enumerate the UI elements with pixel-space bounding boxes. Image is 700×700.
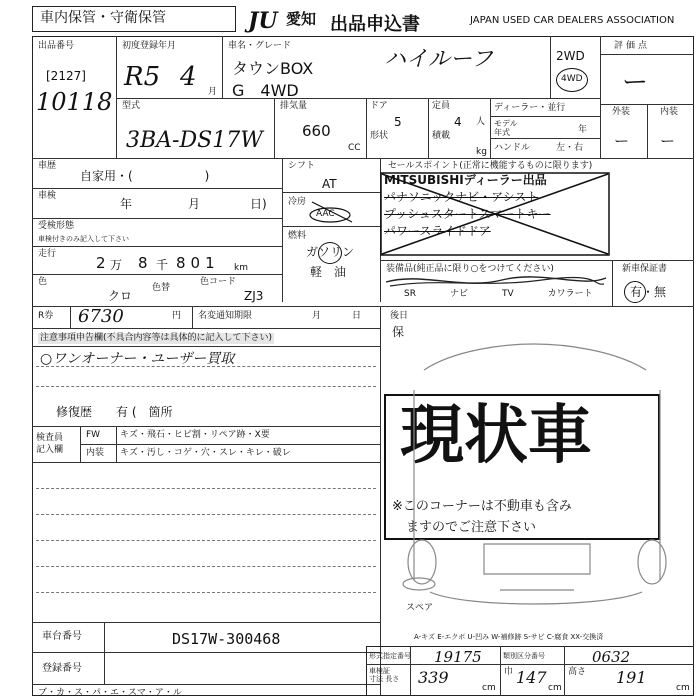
acceptance-label: 受検形態 bbox=[38, 221, 75, 231]
div bbox=[428, 98, 429, 158]
lot-label: 出品番号 bbox=[38, 41, 75, 51]
div bbox=[32, 274, 282, 275]
length-label: 車検証 寸法 長さ bbox=[369, 667, 400, 683]
inspector-fw: FW bbox=[86, 430, 101, 440]
div bbox=[380, 260, 694, 261]
div bbox=[32, 622, 380, 623]
score-int-label: 内装 bbox=[660, 107, 679, 117]
displacement-label: 排気量 bbox=[280, 101, 308, 111]
plate-label: 登録番号 bbox=[42, 663, 82, 674]
handle-label: ハンドル bbox=[494, 143, 531, 153]
selling-item: プッシュスタートスマートキー bbox=[384, 207, 551, 221]
div bbox=[36, 566, 376, 567]
div bbox=[366, 98, 367, 158]
notes-repair: 修復歴 有 ( 箇所 bbox=[56, 405, 173, 419]
selling-item: パナソニックナビ・アシスト bbox=[384, 190, 539, 204]
score-ext-label: 外装 bbox=[612, 107, 631, 117]
div bbox=[647, 104, 648, 158]
drive-2wd: 2WD bbox=[556, 49, 585, 63]
drive-4wd: 4WD bbox=[561, 74, 583, 84]
div bbox=[366, 664, 694, 665]
registration-month-unit: 月 bbox=[208, 87, 218, 97]
notes-label: 注意事項申告欄(不具合内容等は具体的に記入して下さい) bbox=[40, 333, 273, 343]
class-no-label: 類別区分番号 bbox=[503, 652, 545, 660]
registration-label: 初度登録年月 bbox=[122, 41, 177, 51]
div bbox=[282, 192, 380, 193]
div bbox=[550, 36, 551, 98]
mileage-man: 2 bbox=[96, 254, 106, 272]
type-no-label: 形式指定番号 bbox=[369, 652, 411, 660]
ac-value: AAC bbox=[316, 209, 335, 219]
div bbox=[116, 98, 600, 99]
history-label: 車歴 bbox=[38, 161, 57, 171]
r-ticket-unit: 円 bbox=[172, 311, 182, 321]
car-label: 車名・グレード bbox=[228, 41, 292, 51]
selling-item: パワースライドドア bbox=[384, 224, 491, 238]
mileage-sen-unit: 千 bbox=[156, 258, 169, 272]
genjo-note2: ますのでご注意下さい bbox=[406, 520, 537, 535]
spare-label: スペア bbox=[406, 603, 434, 613]
bottom-row: ブ・カ・ス・パ・エ・スマ・ア・ル bbox=[38, 688, 182, 698]
genjo-title: 現状車 bbox=[400, 398, 592, 473]
color-label: 色 bbox=[38, 277, 48, 287]
mileage-man-unit: 万 bbox=[110, 258, 123, 272]
mileage-unit: km bbox=[234, 263, 248, 273]
inspection-month-unit: 月 bbox=[188, 197, 201, 211]
div bbox=[32, 246, 282, 247]
fuel-gas-circle bbox=[318, 242, 342, 264]
div bbox=[490, 98, 491, 158]
dealer-year-unit: 年 bbox=[578, 125, 588, 135]
doors-label: ドア bbox=[370, 101, 388, 111]
div bbox=[36, 592, 376, 593]
div bbox=[32, 328, 380, 329]
class-no: 0632 bbox=[592, 648, 631, 666]
fuel-label: 燃料 bbox=[288, 231, 307, 241]
dealer-model-label: モデル 年式 bbox=[494, 119, 518, 137]
capacity-value: 4 bbox=[454, 115, 462, 129]
ac-circle-mark bbox=[300, 198, 360, 224]
div bbox=[104, 622, 105, 684]
div bbox=[36, 386, 376, 387]
chassis-value: DS17W-300468 bbox=[172, 630, 281, 648]
inspector-fw-text: キズ・飛石・ヒビ割・リペア跡・X要 bbox=[120, 430, 270, 440]
length-unit: cm bbox=[482, 683, 496, 693]
div bbox=[222, 36, 223, 98]
width-label: 巾 bbox=[504, 667, 514, 677]
width-unit: cm bbox=[548, 683, 562, 693]
model-label: 型式 bbox=[122, 101, 141, 111]
selling-label: セールスポイント(正常に機能するものに限ります) bbox=[388, 161, 593, 171]
equipment-item: ナビ bbox=[449, 289, 468, 299]
div bbox=[80, 444, 380, 445]
displacement-value: 660 bbox=[302, 122, 331, 140]
div bbox=[32, 158, 694, 159]
equipment-label: 装備品(純正品に限り○をつけてください) bbox=[386, 264, 554, 274]
score-label: 評価点 bbox=[614, 41, 651, 51]
registration-era: R5 bbox=[124, 62, 161, 92]
color-change: 色替 bbox=[152, 283, 171, 293]
ju-logo: JU bbox=[248, 8, 278, 34]
div bbox=[80, 426, 81, 462]
div bbox=[32, 218, 282, 219]
lot-code: [2127] bbox=[46, 69, 86, 83]
shape-label: 形状 bbox=[370, 131, 389, 141]
doors-value: 5 bbox=[394, 115, 402, 129]
inspector-label: 検査員 記入欄 bbox=[36, 433, 64, 455]
mileage-rest: 801 bbox=[176, 254, 220, 272]
score-ext-value: ー bbox=[614, 132, 630, 150]
car-note: ハイルーフ bbox=[384, 47, 493, 72]
height-label: 高さ bbox=[568, 667, 587, 677]
div bbox=[282, 226, 380, 227]
div bbox=[490, 116, 600, 117]
color-code-label: 色コード bbox=[200, 277, 237, 287]
chassis-label: 車台番号 bbox=[42, 631, 82, 642]
div bbox=[600, 54, 694, 55]
inspection-year-unit: 年 bbox=[120, 197, 133, 211]
div bbox=[282, 158, 283, 302]
ju-aichi: 愛知 bbox=[286, 10, 317, 28]
div bbox=[116, 426, 117, 462]
manual-circle bbox=[624, 281, 646, 303]
fuel-gas: ガソリン bbox=[306, 245, 355, 259]
load-unit: kg bbox=[476, 147, 487, 157]
model-value: 3BA-DS17W bbox=[126, 128, 263, 153]
capacity-unit: 人 bbox=[476, 117, 486, 127]
div bbox=[32, 188, 282, 189]
equipment-scribble bbox=[382, 274, 610, 290]
car-name: タウンBOX bbox=[232, 59, 314, 78]
div bbox=[32, 306, 694, 307]
equipment-item: カワラート bbox=[547, 289, 593, 299]
storage-stamp-text: 車内保管・守衛保管 bbox=[40, 10, 166, 26]
ac-label: 冷房 bbox=[288, 197, 307, 207]
div bbox=[32, 684, 380, 685]
manual-value: 有・無 bbox=[630, 285, 667, 299]
mileage-label: 走行 bbox=[38, 249, 57, 259]
registration-month: 4 bbox=[180, 62, 197, 92]
rear-value: 保 bbox=[392, 325, 405, 339]
div bbox=[36, 488, 376, 489]
div bbox=[116, 36, 117, 158]
shift-label: シフト bbox=[288, 161, 316, 171]
load-label: 積載 bbox=[432, 131, 451, 141]
dealer-label: ディーラー・並行 bbox=[494, 103, 566, 113]
inspection-label: 車検 bbox=[38, 191, 57, 201]
equipment-item: SR bbox=[404, 289, 416, 299]
width-value: 147 bbox=[516, 668, 547, 687]
car-grade: G 4WD bbox=[232, 81, 299, 100]
div bbox=[32, 652, 380, 653]
mileage-sen: 8 bbox=[138, 254, 148, 272]
div bbox=[380, 306, 381, 696]
history-value: 自家用・( ) bbox=[80, 169, 210, 183]
div bbox=[192, 306, 193, 328]
inspection-day-unit: 日) bbox=[250, 197, 267, 211]
div bbox=[564, 646, 565, 696]
rear-label: 後日 bbox=[390, 311, 409, 321]
lot-number: 10118 bbox=[36, 88, 113, 116]
equipment-item: TV bbox=[501, 289, 514, 299]
div bbox=[612, 260, 613, 306]
form-title: 出品申込書 bbox=[330, 14, 420, 35]
acceptance-note: 車検付きのみ記入して下さい bbox=[38, 235, 129, 243]
notes-line1: ○ワンオーナー・ユーザー買取 bbox=[40, 351, 235, 367]
div bbox=[36, 540, 376, 541]
r-ticket-label: R券 bbox=[38, 311, 54, 321]
div bbox=[32, 462, 380, 463]
displacement-unit: CC bbox=[348, 143, 361, 153]
selling-cross-out bbox=[380, 172, 610, 256]
tax-month-unit: 月 bbox=[312, 311, 322, 321]
height-unit: cm bbox=[676, 683, 690, 693]
capacity-label: 定員 bbox=[432, 101, 451, 111]
div bbox=[274, 98, 275, 158]
inspector-in: 内装 bbox=[86, 448, 105, 458]
tax-label: 名変通知期限 bbox=[198, 311, 253, 321]
genjo-note1: ※このコーナーは不動車も含み bbox=[392, 499, 572, 514]
div bbox=[36, 366, 376, 367]
height-value: 191 bbox=[616, 668, 647, 687]
div bbox=[36, 514, 376, 515]
div bbox=[500, 646, 501, 696]
score-value: ー bbox=[622, 68, 649, 98]
color-code: ZJ3 bbox=[244, 289, 264, 303]
manual-label: 新車保証書 bbox=[622, 264, 668, 274]
fuel-kerosene: 軽 油 bbox=[310, 265, 347, 279]
div bbox=[70, 306, 71, 328]
length-value: 339 bbox=[418, 668, 449, 687]
shift-value: AT bbox=[322, 177, 337, 191]
association-name: JAPAN USED CAR DEALERS ASSOCIATION bbox=[470, 15, 675, 26]
tax-day-unit: 日 bbox=[352, 311, 362, 321]
score-int-value: ー bbox=[660, 132, 676, 150]
div bbox=[32, 346, 380, 347]
car-body-diagram bbox=[384, 330, 690, 630]
handle-value: 左・右 bbox=[556, 143, 584, 153]
div bbox=[32, 426, 380, 427]
r-ticket-value: 6730 bbox=[78, 306, 124, 327]
inspector-in-text: キズ・汚し・コゲ・穴・スレ・キレ・破レ bbox=[120, 448, 291, 458]
color-value: クロ bbox=[108, 289, 133, 303]
equipment-list bbox=[404, 290, 593, 299]
type-no: 19175 bbox=[434, 648, 482, 666]
selling-item: MITSUBISHIディーラー出品 bbox=[384, 173, 547, 187]
damage-legend: A-キズ E-エクボ U-凹み W-補修跡 S-サビ C-腐食 XX-交換済 bbox=[414, 633, 604, 641]
div bbox=[490, 138, 600, 139]
